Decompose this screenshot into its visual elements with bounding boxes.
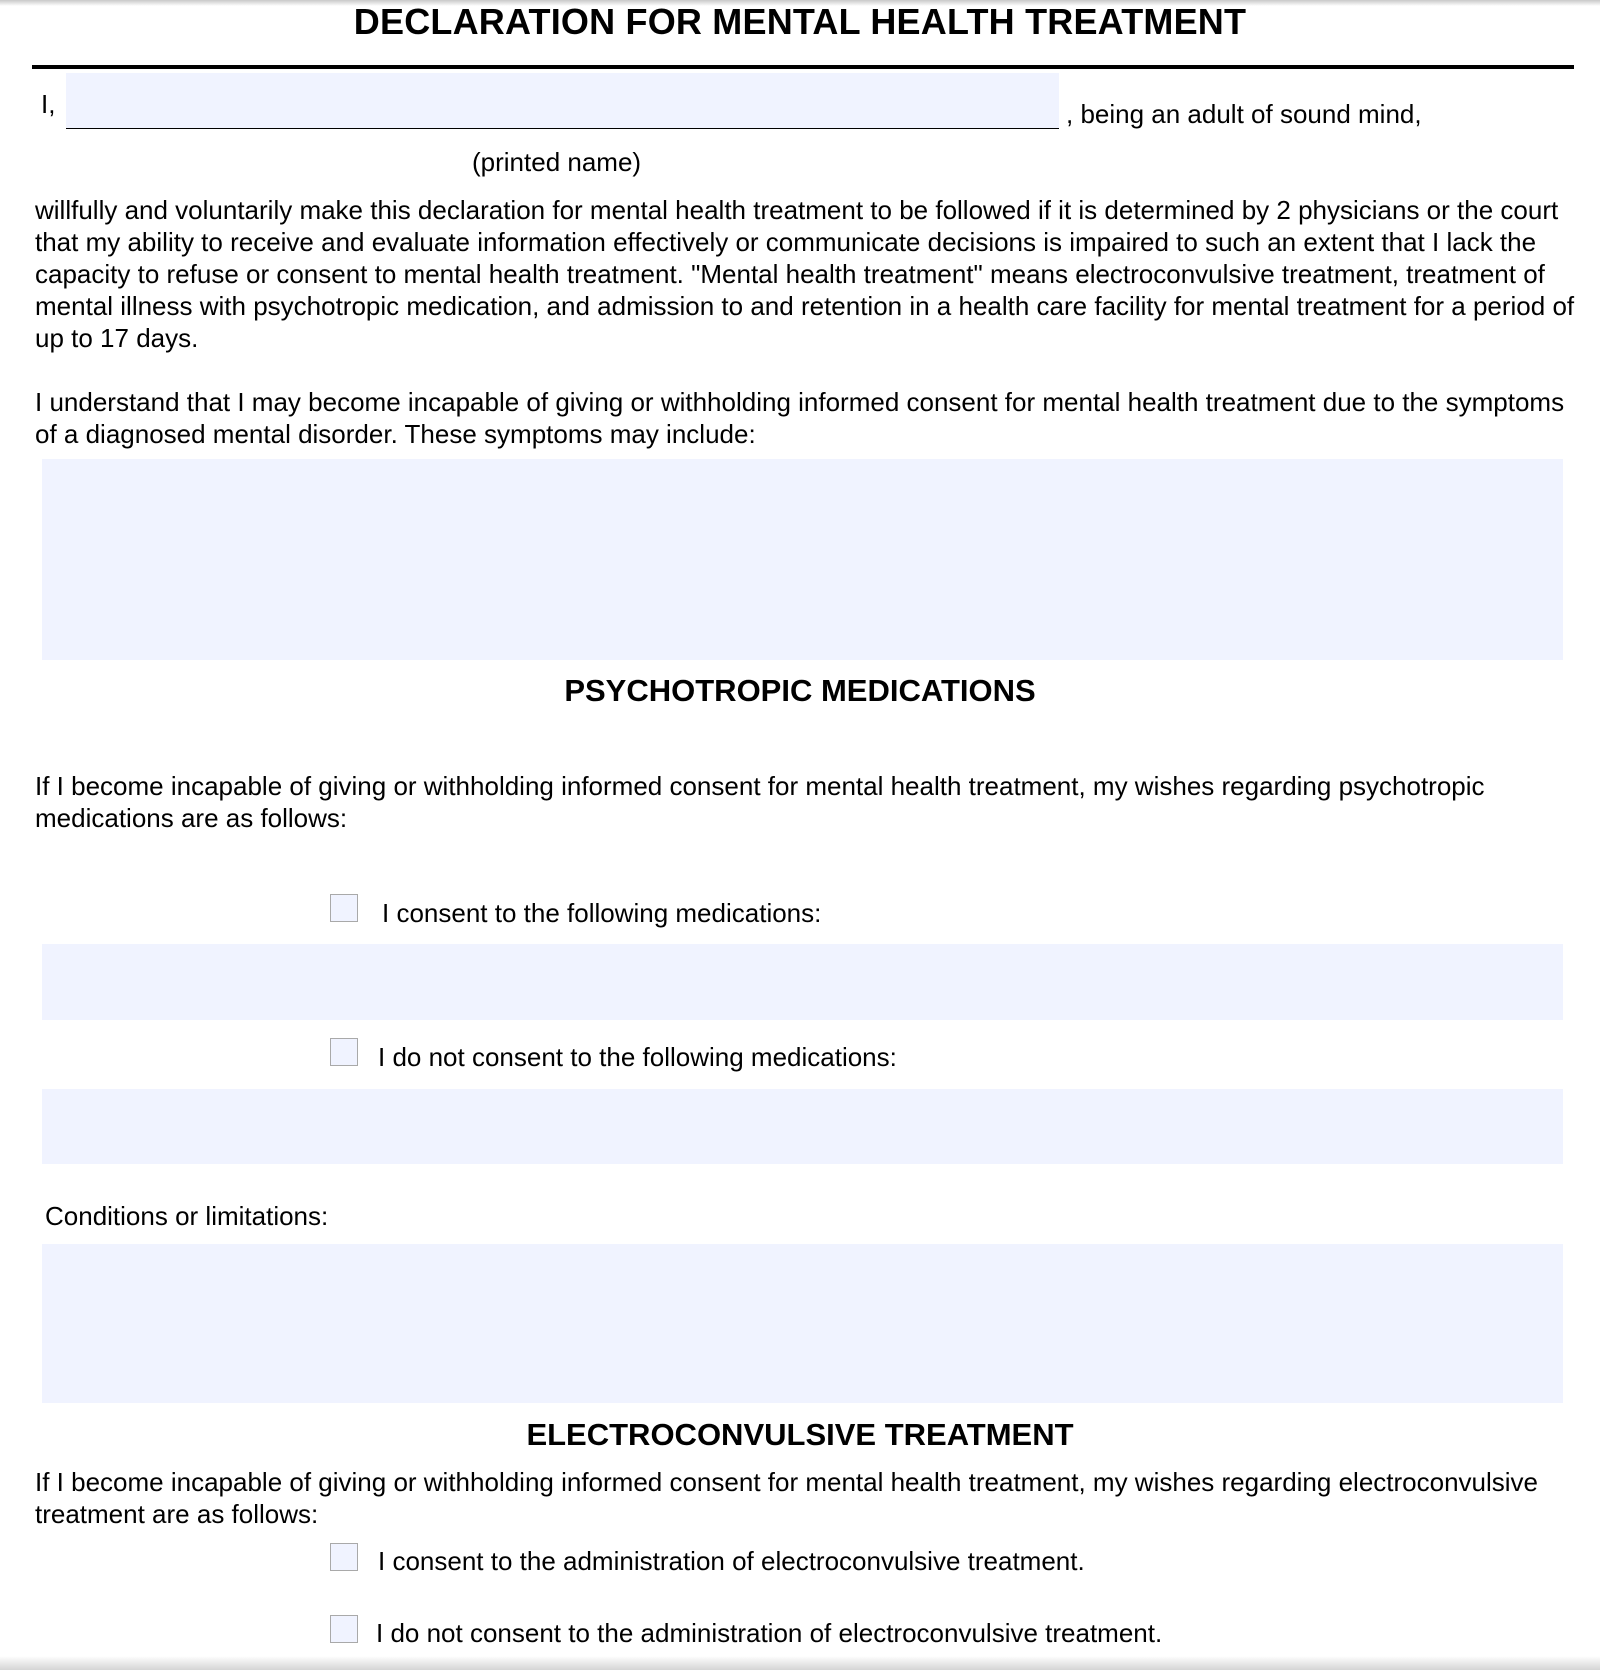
ect-intro: If I become incapable of giving or withholding informed consent for mental health treatment, my wishes regarding electroconvulsive treatment are as follows:	[35, 1467, 1539, 1529]
title-divider	[32, 65, 1574, 69]
medication-no-consent-label: I do not consent to the following medications:	[378, 1042, 897, 1072]
printed-name-caption: (printed name)	[472, 147, 642, 177]
symptoms-paragraph: I understand that I may become incapable of giving or withholding informed consent for mental health treatment due to the symptoms of a diagnosed mental disorder. These symptoms may include:	[35, 387, 1565, 449]
conditions-field[interactable]	[42, 1244, 1563, 1403]
medication-no-consent-checkbox[interactable]	[330, 1038, 358, 1066]
ect-consent-label: I consent to the administration of electroconvulsive treatment.	[378, 1546, 1085, 1576]
intro-suffix: , being an adult of sound mind,	[1066, 99, 1422, 129]
symptoms-field[interactable]	[42, 459, 1563, 660]
document-title: DECLARATION FOR MENTAL HEALTH TREATMENT	[353, 1, 1247, 42]
refused-medications-field[interactable]	[42, 1089, 1563, 1164]
ect-no-consent-checkbox[interactable]	[330, 1615, 358, 1643]
printed-name-field[interactable]	[66, 73, 1059, 129]
medication-consent-checkbox[interactable]	[330, 894, 358, 922]
conditions-label: Conditions or limitations:	[45, 1201, 329, 1231]
consented-medications-field[interactable]	[42, 944, 1563, 1020]
ect-no-consent-label: I do not consent to the administration of electroconvulsive treatment.	[376, 1618, 1163, 1648]
psychotropic-intro: If I become incapable of giving or withholding informed consent for mental health treatment, my wishes regarding psychotropic medications are as follows:	[35, 771, 1485, 833]
medication-consent-label: I consent to the following medications:	[382, 898, 822, 928]
ect-consent-checkbox[interactable]	[330, 1543, 358, 1571]
ect-heading: ELECTROCONVULSIVE TREATMENT	[526, 1417, 1074, 1452]
page-bottom-edge	[0, 1656, 1600, 1670]
intro-prefix: I,	[41, 89, 56, 119]
declaration-paragraph: willfully and voluntarily make this declaration for mental health treatment to be followed if it is determined by 2 physicians or the court that my ability to receive and evaluate information effectively or communicate decisions is impaired to such an extent that I lack the capacity to refuse or consent to mental health treatment. "Mental health treatment" means electroconvulsive treatment, treatment of mental illness with psychotropic medication, and admission to and retention in a health care facility for mental treatment for a period of up to 17 days.	[35, 195, 1575, 353]
psychotropic-heading: PSYCHOTROPIC MEDICATIONS	[564, 673, 1036, 708]
